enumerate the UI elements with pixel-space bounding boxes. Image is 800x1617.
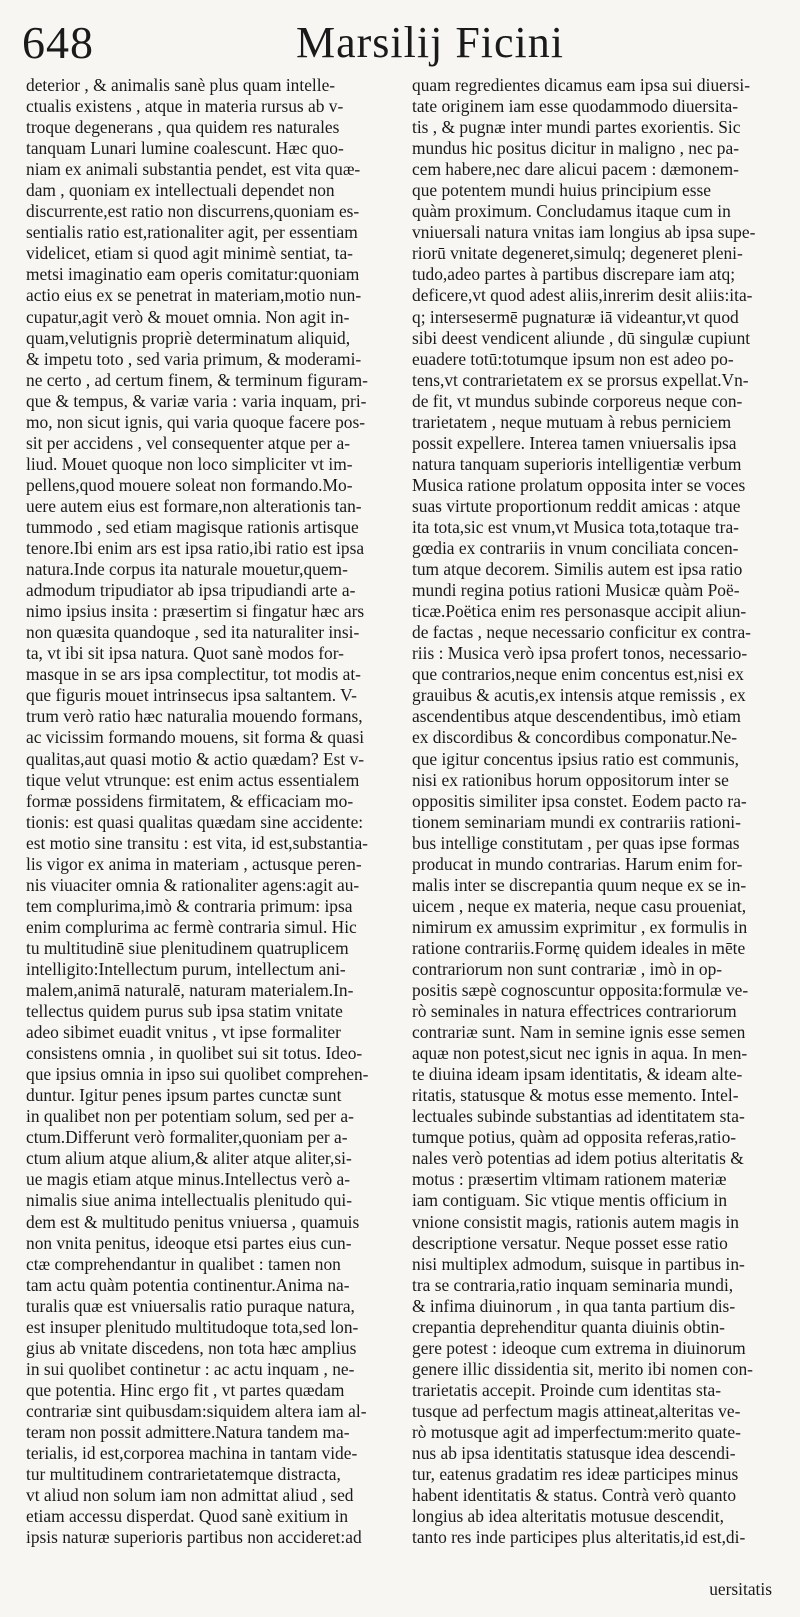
text-line: quam,velutignis propriè determinatum aliquid,: [26, 327, 351, 348]
text-line: vniuersali natura vnitas iam longius ab ipsa supe-: [412, 222, 756, 243]
text-line: quàm proximum. Concludamus itaque cum in: [412, 201, 731, 222]
text-line: ita tota,sic est vnum,vt Musica tota,totaque tra-: [412, 516, 739, 537]
text-line: tusque ad perfectum magis attineat,alteritas ve-: [412, 1400, 741, 1421]
text-line: quam regredientes dicamus eam ipsa sui diuersi-: [412, 75, 751, 95]
text-line: motus : præsertim vltimam rationem materiæ: [412, 1169, 727, 1190]
page-number: 648: [22, 17, 94, 68]
text-line: tummodo , sed etiam magisque rationis artisque: [26, 516, 359, 537]
text-line: oppositis similiter ipsa constet. Eodem pacto ra-: [412, 790, 747, 811]
text-line: gius ab vnitate discedens, non tota hæc amplius: [26, 1337, 357, 1358]
text-line: habent identitatis & status. Contrà verò quanto: [412, 1485, 737, 1506]
text-line: ctæ comprehendantur in qualibet : tamen non: [26, 1253, 341, 1274]
text-line: nimo ipsius insita : præsertim si fingatur hæc ars: [26, 601, 365, 622]
text-line: terialis, id est,corporea machina in tantam vide-: [26, 1443, 358, 1464]
text-line: producat in mundo contrarias. Harum enim for-: [412, 853, 743, 874]
text-line: malis inter se discrepantia quum neque ex se in-: [412, 874, 747, 895]
text-line: qualitas,aut quasi motio & actio quædam? Est v-: [26, 748, 365, 769]
text-line: in qualibet non per potentiam solum, sed per a-: [26, 1106, 354, 1127]
text-line: lis vigor ex anima in materiam , actusque peren-: [26, 853, 362, 874]
text-line: intelligito:Intellectum purum, intellectum ani-: [26, 958, 346, 979]
text-line: ne certo , ad certum finem, & terminum figuram-: [26, 369, 368, 390]
text-line: riorū vnitate degeneret,simulq; degeneret pleni-: [412, 243, 743, 264]
text-line: que figuris mouet intrinsecus ipsa saltantem. V-: [26, 685, 357, 706]
text-line: contrariorum non sunt contrariæ , imò in op-: [412, 958, 723, 979]
text-line: tanquam Lunari lumine coalescunt. Hæc quo-: [26, 138, 344, 159]
text-line: bus intellige constitutam , per quas ipse formas: [412, 832, 740, 853]
text-line: tudo,adeo partes à partibus discrepare iam atq;: [412, 264, 736, 285]
text-line: & impetu toto , sed varia primum, & moderami-: [26, 348, 362, 369]
text-line: possit expellere. Interea tamen vniuersalis ipsa: [412, 432, 737, 453]
text-line: ex discordibus & concordibus componatur.Ne-: [412, 727, 738, 748]
text-line: & infima diuinorum , in qua tanta partium dis-: [412, 1295, 736, 1316]
text-line: suas virtute proportionum reddit amicas : atque: [412, 495, 741, 516]
text-line: videlicet, etiam si quod agit minimè sentiat, ta-: [26, 243, 353, 264]
text-line: formæ possidens firmitatem, & efficaciam mo-: [26, 790, 354, 811]
text-line: de fit, vt mundus subinde corporeus neque con-: [412, 390, 743, 411]
text-line: que contrarios,neque enim concentus est,nisi ex: [412, 664, 744, 685]
text-line: ctum alium atque alium,& aliter atque aliter,si-: [26, 1148, 352, 1169]
text-line: tum atque decorem. Similis autem est ipsa ratio: [412, 559, 743, 580]
text-line: deficere,vt quod adest aliis,inrerim desit aliis:ita-: [412, 285, 753, 306]
text-line: admodum tripudiator ab ipsa tripudiandi arte a-: [26, 580, 356, 601]
text-line: de factas , neque necessario conficitur ex contra-: [412, 622, 751, 643]
text-line: tenore.Ibi enim ars est ipsa ratio,ibi ratio est ipsa: [26, 538, 365, 559]
text-line: sit per accidens , vel consequenter atque per a-: [26, 432, 350, 453]
text-line: masque in se ars ipsa complectitur, tot modis at-: [26, 664, 361, 685]
text-line: non vnita penitus, ideoque etsi partes eius cun-: [26, 1232, 352, 1253]
text-line: non quæsita quandoque , sed ita naturaliter insi-: [26, 622, 360, 643]
text-line: natura tanquam superioris intelligentiæ verbum: [412, 453, 742, 474]
text-line: euadere totū:totumque ipsum non est adeo po-: [412, 348, 734, 369]
text-line: actio eius ex se penetrat in materiam,motio nun-: [26, 285, 362, 306]
text-line: trarietatem , neque mutuam à rebus perniciem: [412, 411, 732, 432]
text-line: tem complurima,imò & contraria primum: ipsa: [26, 895, 353, 916]
catchword: uersitatis: [709, 1579, 772, 1599]
text-line: ue magis etiam atque minus.Intellectus verò a-: [26, 1169, 351, 1190]
text-line: ctualis existens , atque in materia rursus ab v-: [26, 96, 344, 117]
text-line: adeo sibimet euadit vnitus , vt ipse formaliter: [26, 1022, 341, 1043]
text-line: ctum.Differunt verò formaliter,quoniam per a-: [26, 1127, 348, 1148]
text-line: tate originem iam esse quodammodo diuersita-: [412, 96, 738, 117]
text-line: grauibus & acutis,ex intensis atque remissis , ex: [412, 685, 746, 706]
text-line: tellectus quidem purus sub ipsa statim vnitate: [26, 1001, 343, 1022]
text-line: te diuina ideam ipsam identitatis, & ideam alte-: [412, 1064, 743, 1085]
text-line: nimalis siue anima intellectualis plenitudo qui-: [26, 1190, 353, 1211]
text-line: ticæ.Poëtica enim res personasque accipit aliun-: [412, 601, 747, 622]
text-line: trarietatis accepit. Proinde cum identitas sta-: [412, 1379, 722, 1400]
text-line: troque degenerans , qua quidem res naturales: [26, 117, 340, 138]
text-line: deterior , & animalis sanè plus quam intelle-: [26, 75, 336, 95]
text-line: tumque potius, quàm ad opposita referas,ratio-: [412, 1127, 737, 1148]
text-line: gere potest : ideoque cum extrema in diuinorum: [412, 1337, 746, 1358]
text-line: ascendentibus atque descendentibus, imò etiam: [412, 706, 741, 727]
text-line: ipsis naturæ superioris partibus non accideret:ad: [26, 1527, 362, 1548]
text-line: tens,vt contrarietatem ex se prorsus expellat.Vn-: [412, 369, 749, 390]
text-line: que igitur concentus ipsius ratio est communis,: [412, 748, 739, 769]
text-line: aquæ non potest,sicut nec ignis in aqua. In men-: [412, 1043, 748, 1064]
text-line: enim complurima ac fermè contraria simul. Hic: [26, 916, 357, 937]
text-line: dam , quoniam ex intellectuali dependet non: [26, 180, 335, 201]
text-line: pellens,quod mouere soleat non formando.Mo-: [26, 474, 353, 495]
text-line: longius ab idea alteritatis motusue descendit,: [412, 1506, 724, 1527]
text-line: que ipsius omnia in ipso sui quolibet comprehen-: [26, 1064, 369, 1085]
text-line: que & tempus, & variæ varia : varia inquam, pri-: [26, 390, 367, 411]
right-text-column: [412, 75, 777, 1548]
text-line: vt aliud non solum iam non admittat aliud , sed: [26, 1485, 354, 1506]
text-line: sentialis ratio est,rationaliter agit, per essentiam: [26, 222, 358, 243]
text-line: consistens omnia , in quolibet sui sit totus. Ideo-: [26, 1043, 363, 1064]
text-line: discurrente,est ratio non discurrens,quoniam es-: [26, 201, 360, 222]
text-line: tur multitudinem contrarietatemque distracta,: [26, 1464, 341, 1485]
text-line: Musica ratione prolatum opposita inter se voces: [412, 474, 746, 495]
text-line: tur, eatenus gradatim res ideæ participes minus: [412, 1464, 739, 1485]
text-line: contrariæ sunt. Nam in semine ignis esse semen: [412, 1022, 746, 1043]
text-line: est insuper plenitudo multitudoque tota,sed lon-: [26, 1316, 359, 1337]
text-line: nis viuaciter omnia & rationaliter agens:agit au-: [26, 874, 360, 895]
text-line: in sui quolibet continetur : ac actu inquam , ne-: [26, 1358, 355, 1379]
text-line: vnione consistit magis, rationis autem magis in: [412, 1211, 739, 1232]
text-line: cem habere,nec dare alicui pacem : dæmonem-: [412, 159, 739, 180]
text-line: uere autem eius est formare,non alterationis tan-: [26, 495, 362, 516]
text-line: cupatur,agit verò & mouet omnia. Non agit in-: [26, 306, 350, 327]
left-text-column: [26, 75, 391, 1548]
text-line: sibi deest vendicent aliunde , dū singulæ cupiunt: [412, 327, 751, 348]
text-line: turalis quæ est vniuersalis ratio puraque natura,: [26, 1295, 355, 1316]
text-line: contrariæ sint quibusdam:siquidem altera iam al-: [26, 1400, 367, 1421]
text-line: mo, non sicut ignis, qui varia quoque facere pos-: [26, 411, 366, 432]
text-line: mundi regina potius rationi Musicæ quàm Poë-: [412, 580, 740, 601]
text-line: positis sæpè cognoscuntur opposita:formulæ ve-: [412, 980, 749, 1001]
text-line: ta, vt ibi sit ipsa natura. Quot sanè modos for-: [26, 643, 344, 664]
text-line: lectuales subinde substantias ad identitatem sta-: [412, 1106, 745, 1127]
text-line: est motio sine transitu : est vita, id est,substantia-: [26, 832, 368, 853]
text-line: rò motusque agit ad imperfectum:merito quate-: [412, 1422, 741, 1442]
text-line: etiam accessu disperdat. Quod sanè exitium in: [26, 1506, 349, 1527]
text-line: niam ex animali substantia pendet, est vita quæ-: [26, 159, 361, 180]
text-line: tionem seminariam mundi ex contrariis rationi-: [412, 811, 741, 832]
text-line: tu multitudinē siue plenitudinem quatruplicem: [26, 937, 349, 958]
text-line: liud. Mouet quoque non loco simpliciter vt im-: [26, 453, 353, 474]
text-line: q; intersesermē pugnaturæ iā videantur,vt quod: [412, 306, 739, 327]
text-line: malem,animā naturalē, naturam materialem.In-: [26, 980, 354, 1001]
text-line: nisi multiplex admodum, suisque in partibus in-: [412, 1253, 745, 1274]
text-line: ratione contrariis.Formę quidem ideales in mēte: [412, 937, 746, 958]
text-line: rò seminales in natura effectrices contrariorum: [412, 1001, 737, 1022]
text-line: teram non possit admittere.Natura tandem ma-: [26, 1422, 350, 1442]
text-line: tanto res inde participes plus alteritatis,id est,di-: [412, 1527, 746, 1548]
text-line: tis , & pugnæ inter mundi partes exorientis. Sic: [412, 117, 741, 138]
text-line: natura.Inde corpus ita naturale mouetur,quem-: [26, 559, 348, 580]
text-line: mundus hic positus dicitur in maligno , nec pa-: [412, 138, 739, 159]
text-line: tique velut vtrunque: est enim actus essentialem: [26, 769, 360, 790]
text-line: que potentem mundi huius principium esse: [412, 180, 711, 201]
text-line: que potentia. Hinc ergo fit , vt partes quædam: [26, 1379, 345, 1400]
text-line: nus ab ipsa identitatis statusque idea descendi-: [412, 1443, 736, 1464]
text-line: trum verò ratio hæc naturalia mouendo formans,: [26, 706, 363, 727]
text-line: nisi ex rationibus horum oppositorum inter se: [412, 769, 729, 790]
text-line: descriptione versatur. Neque posset esse ratio: [412, 1232, 728, 1253]
text-line: nimirum ex amussim exprimitur , ex formulis in: [412, 916, 748, 937]
text-line: riis : Musica verò ipsa profert tonos, necessario-: [412, 643, 748, 664]
text-line: duntur. Igitur penes ipsum partes cunctæ sunt: [26, 1085, 342, 1106]
running-head: Marsilij Ficini: [296, 18, 564, 67]
text-line: dem est & multitudo penitus vniuersa , quamuis: [26, 1211, 360, 1232]
text-line: ac vicissim formando mouens, sit forma & quasi: [26, 727, 365, 748]
text-line: ritatis, statusque & motus esse memento. Intel-: [412, 1085, 739, 1106]
text-line: crepantia deprehenditur quanta diuinis obtin-: [412, 1316, 725, 1337]
text-line: nales verò potentias ad idem potius alteritatis &: [412, 1148, 744, 1169]
text-line: tionis: est quasi qualitas quædam sine accidente:: [26, 811, 364, 832]
text-line: genere illic dissidentia sit, merito ibi nomen con-: [412, 1358, 753, 1379]
text-line: uicem , neque ex materia, neque casu proueniat,: [412, 895, 747, 916]
text-line: tam actu quàm potentia continentur.Anima na-: [26, 1274, 350, 1295]
text-line: metsi imaginatio eam operis comitatur:quoniam: [26, 264, 360, 285]
text-line: gœdia ex contrariis in vnum conciliata concen-: [412, 538, 739, 559]
text-line: tra se contraria,ratio inquam seminaria mundi,: [412, 1274, 734, 1295]
text-line: iam contiguam. Sic vtique mentis officium in: [412, 1190, 728, 1211]
